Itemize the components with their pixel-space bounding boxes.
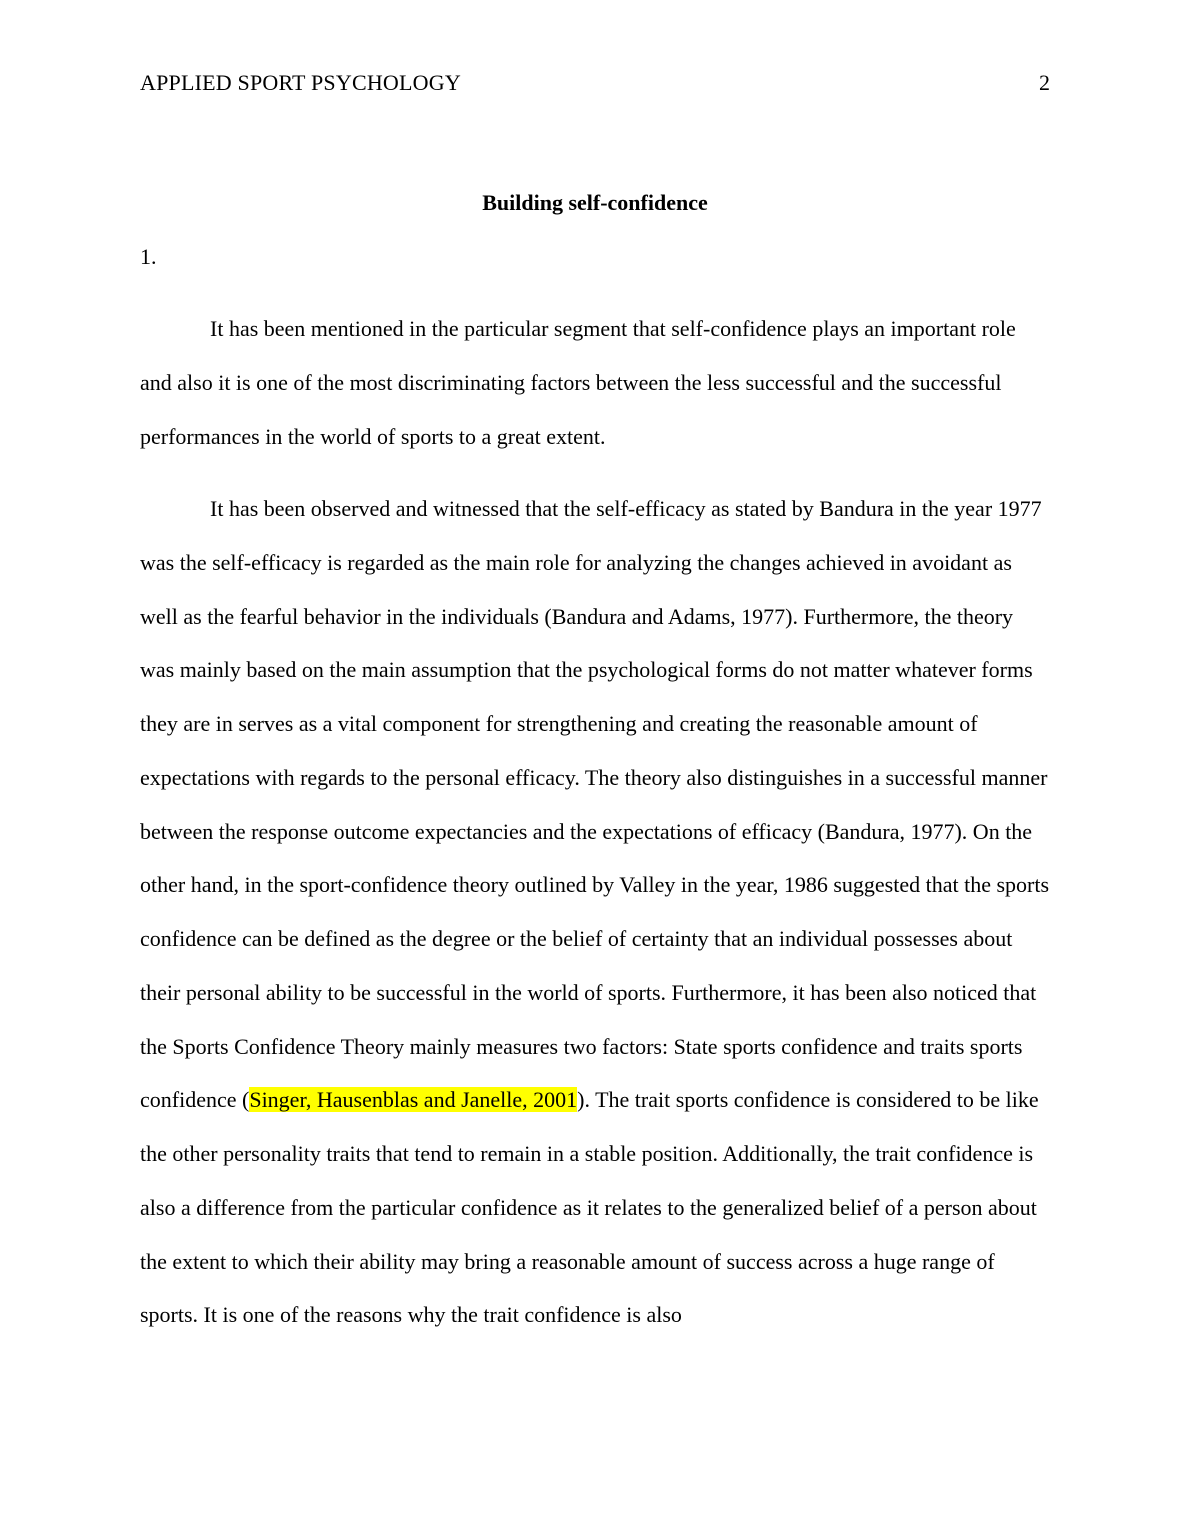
highlighted-citation: Singer, Hausenblas and Janelle, 2001 — [249, 1087, 578, 1113]
running-head: APPLIED SPORT PSYCHOLOGY — [140, 70, 461, 95]
paragraph-1-text: It has been mentioned in the particular segment that self-confidence plays an important role and also it is one of the most discriminating factors between the less successful and the successful performances in the world of sports to a great extent. — [140, 316, 1016, 449]
page-number: 2 — [1039, 70, 1050, 95]
paragraph-2-text-end: ). The trait sports confidence is considered to be like the other personality traits that tend to remain in a stable position. Additionally, the trait confidence is also a difference from the particular confidence as it relates to the generalized belief of a person about the extent to which their ability may bring a reasonable amount of success across a huge range of sports. It is one of the reasons why the trait confidence is also — [140, 1087, 1039, 1328]
paragraph-2-text-start: It has been observed and witnessed that the self-efficacy as stated by Bandura in the year 1977 was the self-efficacy is regarded as the main role for analyzing the changes achieved in avoidant as well as the fearful behavior in the individuals (Bandura and Adams, 1977). Furthermore, the theory was mainly based on the main assumption that the psychological forms do not matter whatever forms they are in serves as a vital component for strengthening and creating the reasonable amount of expectations with regards to the personal efficacy. The theory also distinguishes in a successful manner between the response outcome expectancies and the expectations of efficacy (Bandura, 1977). On the other hand, in the sport-confidence theory outlined by Valley in the year, 1986 suggested that the sports confidence can be defined as the degree or the belief of certainty that an individual possesses about their personal ability to be successful in the world of sports. Furthermore, it has been also noticed that the Sports Confidence Theory mainly measures two factors: State sports confidence and traits sports confidence ( — [140, 496, 1050, 1113]
paragraph-2 — [140, 482, 1050, 1342]
paragraph-1 — [140, 302, 1050, 463]
list-number: 1. — [140, 244, 157, 269]
section-title: Building self-confidence — [482, 190, 708, 215]
